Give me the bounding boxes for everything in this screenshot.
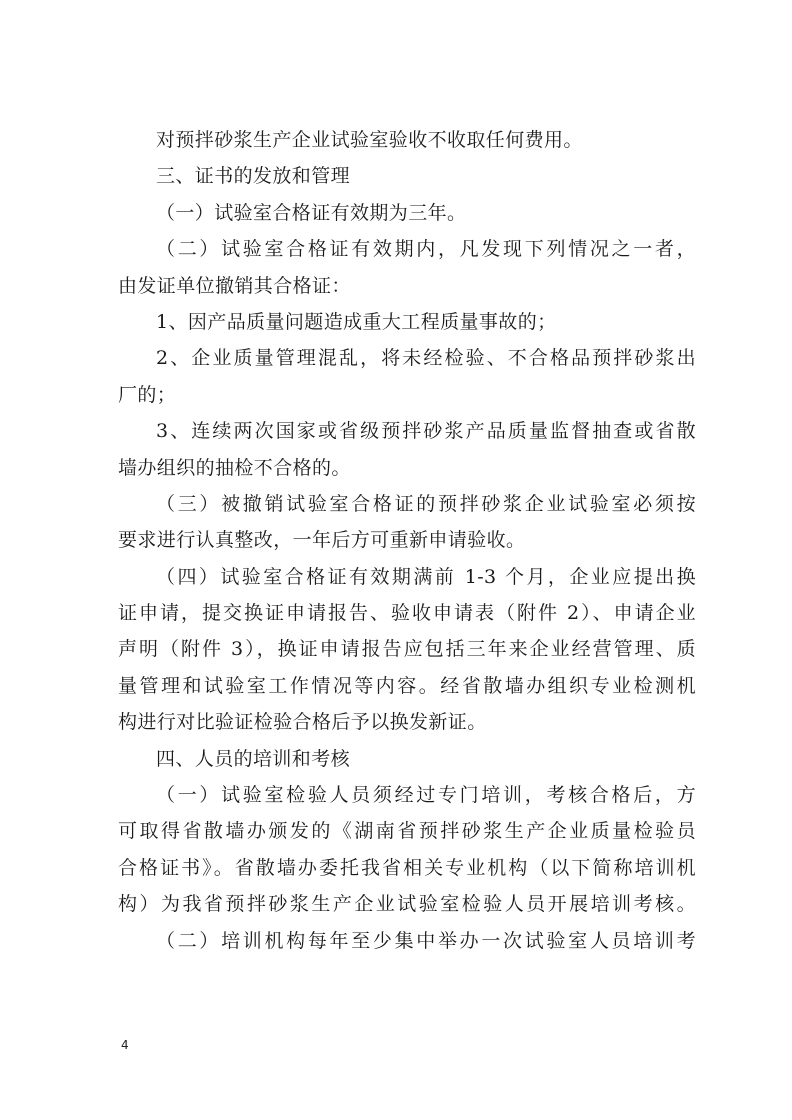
- text-line: 构进行对比验证检验合格后予以换发新证。: [118, 711, 487, 734]
- text-line: 厂的；: [118, 383, 177, 406]
- document-body: [118, 122, 696, 959]
- text-line: 声明（附件 3），换证申请报告应包括三年来企业经营管理、质: [118, 638, 696, 661]
- text-line: 三、证书的发放和管理: [156, 165, 351, 188]
- text-line: 证申请，提交换证申请报告、验收申请表（附件 2）、申请企业: [118, 602, 696, 625]
- text-line: （三）被撤销试验室合格证的预拌砂浆企业试验室必须按: [156, 492, 696, 515]
- page-number: 4: [121, 1038, 129, 1052]
- text-line: 对预拌砂浆生产企业试验室验收不收取任何费用。: [156, 129, 583, 151]
- text-line: （一）试验室合格证有效期为三年。: [156, 201, 467, 224]
- text-line: 2、企业质量管理混乱，将未经检验、不合格品预拌砂浆出: [156, 347, 696, 370]
- text-line: 构）为我省预拌砂浆生产企业试验室检验人员开展培训考核。: [118, 893, 696, 916]
- text-line: （二）培训机构每年至少集中举办一次试验室人员培训考: [156, 929, 696, 952]
- text-line: 可取得省散墙办颁发的《湖南省预拌砂浆生产企业质量检验员: [118, 820, 696, 843]
- text-line: 由发证单位撤销其合格证：: [118, 274, 351, 297]
- text-line: 要求进行认真整改，一年后方可重新申请验收。: [118, 529, 526, 552]
- text-line: 1、因产品质量问题造成重大工程质量事故的；: [156, 310, 557, 333]
- text-line: 量管理和试验室工作情况等内容。经省散墙办组织专业检测机: [118, 674, 696, 697]
- text-line: 墙办组织的抽检不合格的。: [118, 456, 351, 479]
- text-line: （四）试验室合格证有效期满前 1-3 个月，企业应提出换: [156, 565, 696, 588]
- text-line: 四、人员的培训和考核: [156, 747, 351, 770]
- text-line: 合格证书》。省散墙办委托我省相关专业机构（以下简称培训机: [118, 856, 696, 879]
- text-line: （二）试验室合格证有效期内，凡发现下列情况之一者，: [156, 238, 696, 261]
- text-line: 3、连续两次国家或省级预拌砂浆产品质量监督抽查或省散: [156, 420, 696, 443]
- text-line: （一）试验室检验人员须经过专门培训，考核合格后，方: [156, 784, 696, 807]
